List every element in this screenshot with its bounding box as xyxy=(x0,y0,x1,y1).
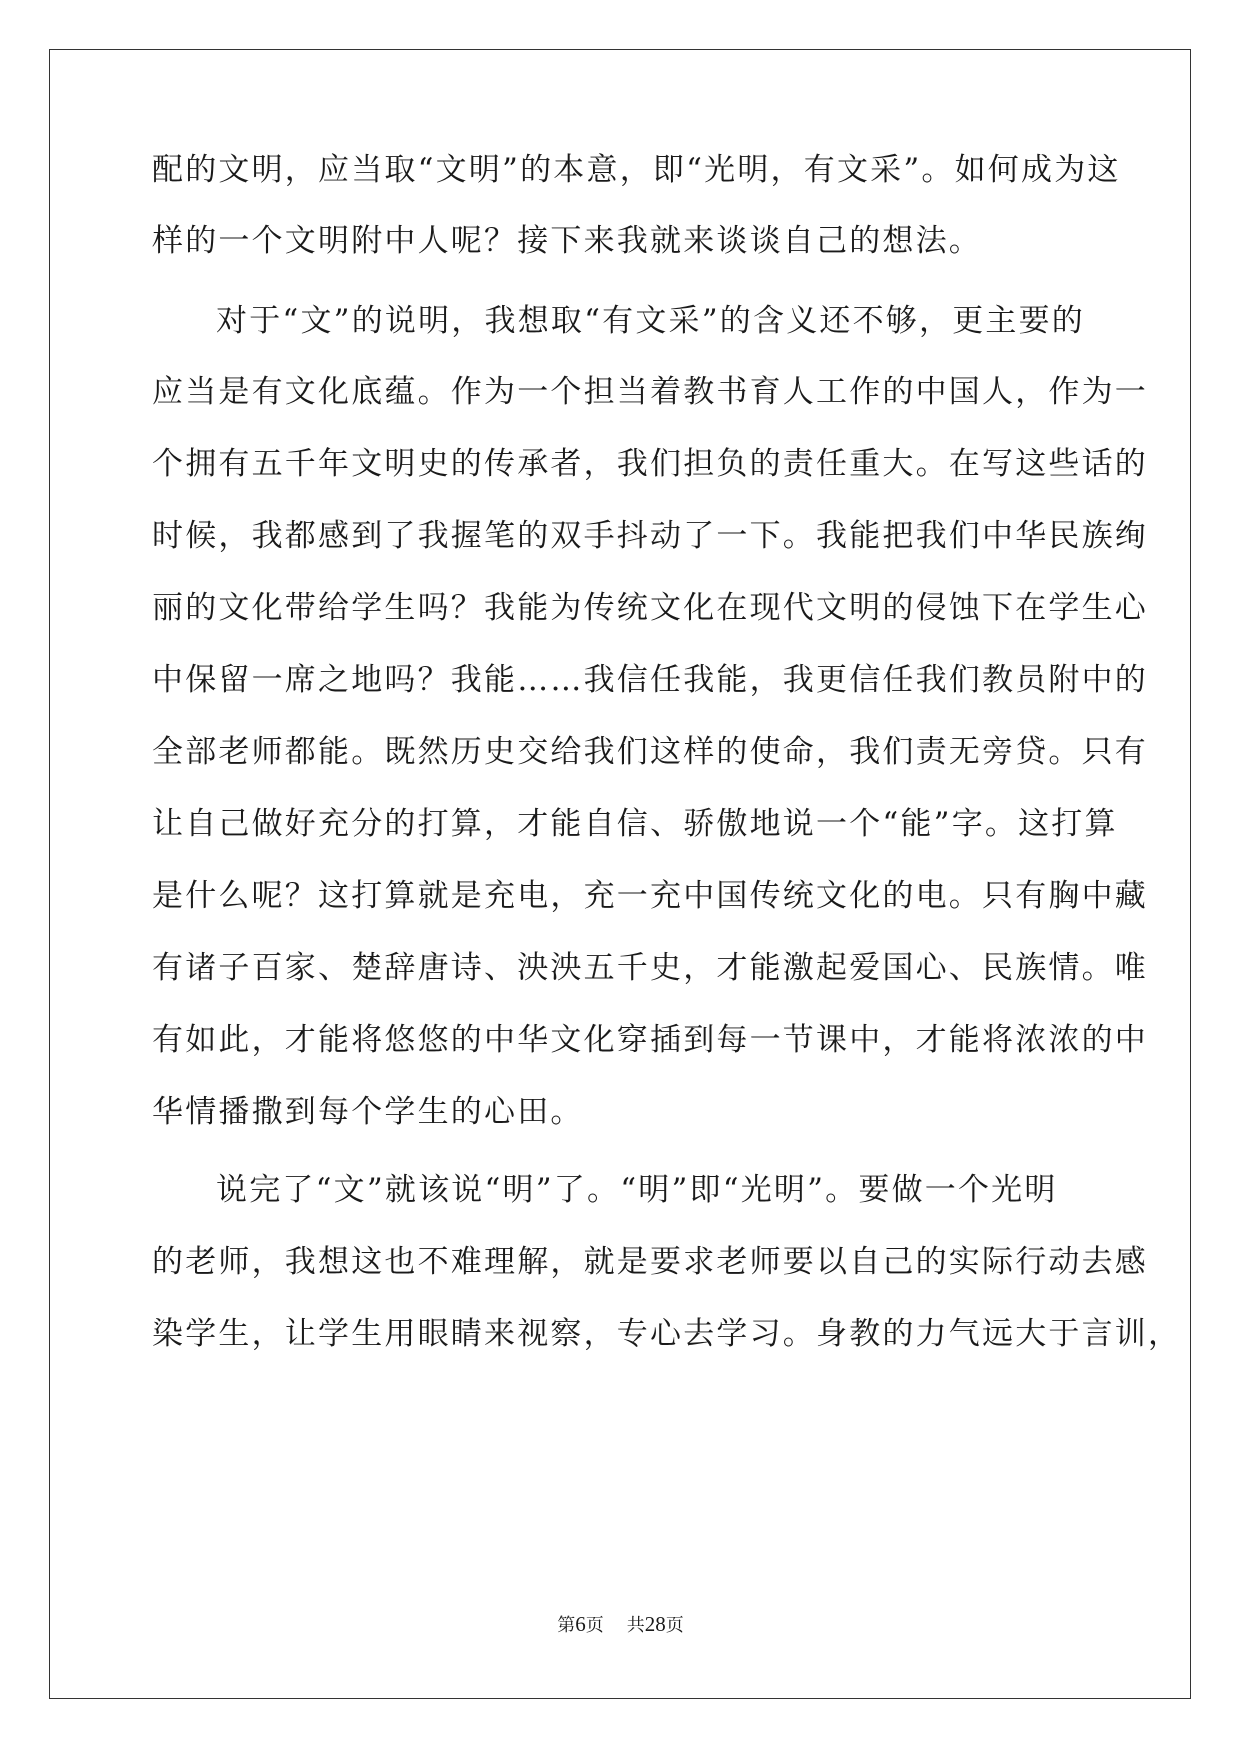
text-line: 的老师，我想这也不难理解，就是要求老师要以自己的实际行动去感 xyxy=(152,1244,1148,1280)
text-line: 配的文明，应当取“文明”的本意，即“光明，有文采”。如何成为这 xyxy=(152,152,1121,188)
footer-prefix: 第 xyxy=(557,1615,576,1636)
text-line: 让自己做好充分的打算，才能自信、骄傲地说一个“能”字。这打算 xyxy=(152,806,1118,842)
text-line: 有诸子百家、楚辞唐诗、泱泱五千史，才能激起爱国心、民族情。唯 xyxy=(152,950,1148,986)
footer-total-suffix: 页 xyxy=(665,1615,684,1636)
footer-page-suffix: 页 xyxy=(585,1615,604,1636)
text-line: 有如此，才能将悠悠的中华文化穿插到每一节课中，才能将浓浓的中 xyxy=(152,1022,1148,1058)
total-page-count: 28 xyxy=(644,1612,666,1636)
current-page-number: 6 xyxy=(575,1612,586,1636)
paragraph-first-line: 说完了“文”就该说“明”了。“明”即“光明”。要做一个光明 xyxy=(216,1172,1058,1208)
text-line: 应当是有文化底蕴。作为一个担当着教书育人工作的中国人，作为一 xyxy=(152,374,1148,410)
page-footer xyxy=(0,1611,1241,1639)
text-line: 是什么呢？这打算就是充电，充一充中国传统文化的电。只有胸中藏 xyxy=(152,878,1148,914)
text-line: 丽的文化带给学生吗？我能为传统文化在现代文明的侵蚀下在学生心 xyxy=(152,590,1148,626)
text-line: 中保留一席之地吗？我能……我信任我能，我更信任我们教员附中的 xyxy=(152,662,1148,698)
text-line: 个拥有五千年文明史的传承者，我们担负的责任重大。在写这些话的 xyxy=(152,446,1148,482)
text-line: 染学生，让学生用眼睛来视察，专心去学习。身教的力气远大于言训， xyxy=(152,1316,1182,1352)
paragraph-first-line: 对于“文”的说明，我想取“有文采”的含义还不够，更主要的 xyxy=(216,303,1085,339)
text-line: 全部老师都能。既然历史交给我们这样的使命，我们责无旁贷。只有 xyxy=(152,734,1148,770)
text-line: 华情播撒到每个学生的心田。 xyxy=(152,1094,584,1130)
text-line: 样的一个文明附中人呢？接下来我就来谈谈自己的想法。 xyxy=(152,223,982,259)
footer-total-prefix: 共 xyxy=(626,1615,645,1636)
text-line: 时候，我都感到了我握笔的双手抖动了一下。我能把我们中华民族绚 xyxy=(152,518,1148,554)
